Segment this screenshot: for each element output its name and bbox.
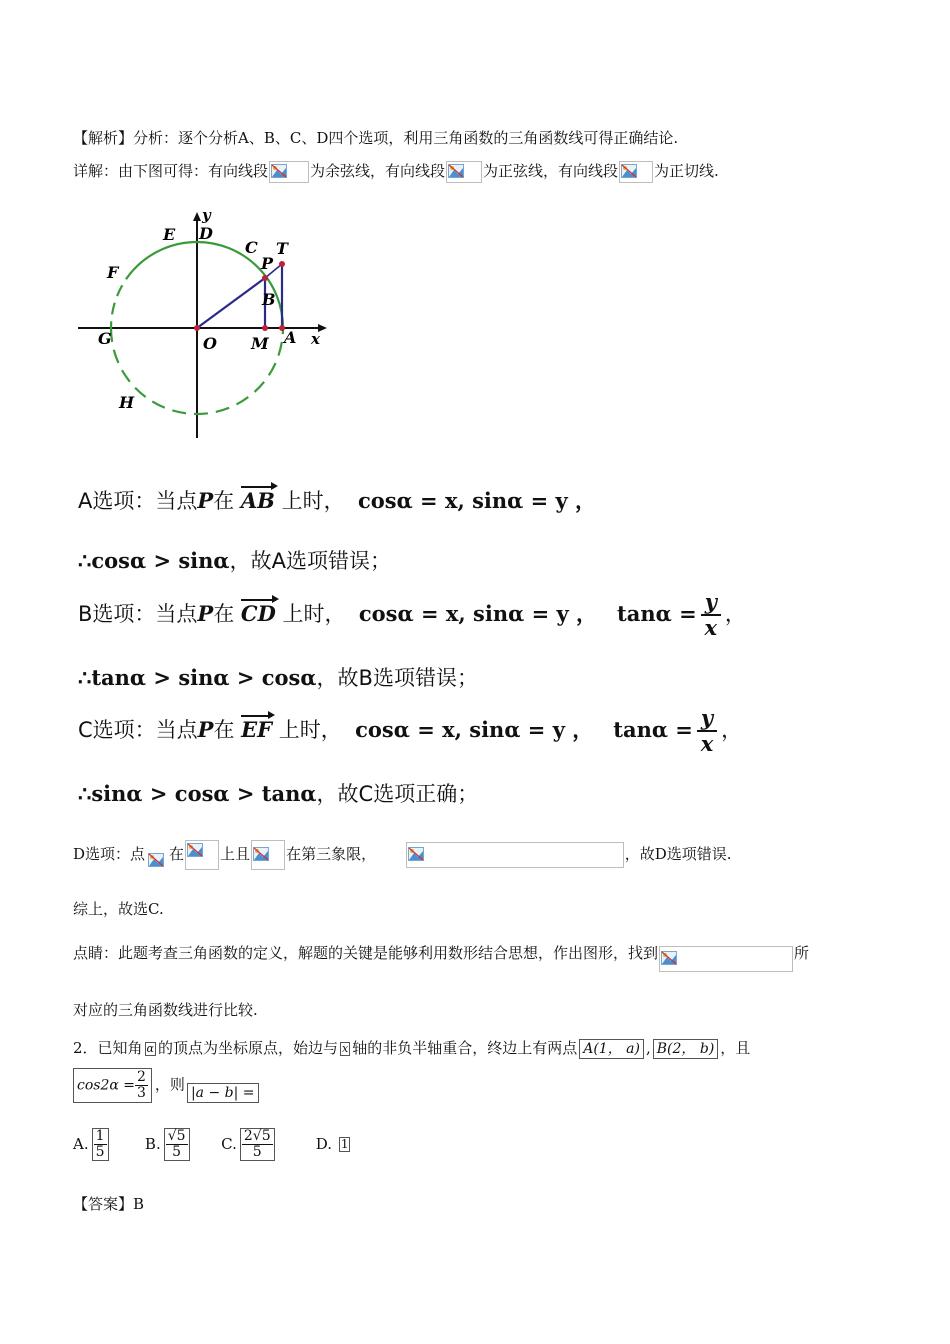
option-b-fraction [701, 590, 721, 640]
choice-a-letter: A. [73, 1134, 89, 1153]
choice-a-value [92, 1128, 109, 1161]
q2-then: ，则 [154, 1075, 185, 1094]
label-f: F [107, 263, 119, 282]
option-d-line [73, 840, 731, 870]
option-c-conclusion-text: ，故C选项正确； [316, 782, 479, 806]
choice-b-num: √5 [167, 1128, 186, 1144]
choice-b-den: 5 [172, 1144, 182, 1160]
detail-end: 为正切线. [654, 162, 719, 180]
choices-row [73, 1128, 352, 1161]
broken-image-icon [406, 842, 624, 868]
option-a-conclusion-text: ，故A选项错误； [229, 549, 391, 573]
option-c-when: 上时， [278, 718, 342, 742]
option-b-conclusion-math: ∴tanα > sinα > cosα [78, 665, 317, 690]
segment-op [197, 278, 265, 328]
option-c-prefix: C选项：当点 [78, 718, 198, 742]
label-h: H [119, 393, 135, 412]
choice-c-num: 2√5 [243, 1128, 271, 1144]
label-a: A [284, 328, 297, 347]
choice-b[interactable] [144, 1128, 193, 1160]
point-p [262, 275, 268, 281]
option-a-in: 在 [213, 489, 235, 513]
broken-image-icon [185, 840, 219, 870]
answer-line [73, 1194, 144, 1214]
choice-c-den: 5 [252, 1144, 262, 1160]
option-c-in: 在 [213, 718, 235, 742]
option-d-p5: ，故D选项错误. [624, 845, 732, 863]
option-a-conclusion [78, 545, 391, 575]
option-a-when: 上时， [281, 489, 345, 513]
option-c-conclusion [78, 778, 478, 808]
point-t [279, 261, 285, 267]
summary-line [73, 899, 164, 919]
option-b-point: P [197, 601, 214, 626]
broken-image-icon [251, 840, 285, 870]
detail-line [73, 161, 719, 183]
y-axis-arrow [193, 212, 201, 221]
option-b-conclusion-text: ，故B选项错误； [316, 666, 478, 690]
label-o: O [203, 334, 217, 353]
label-t: T [276, 239, 288, 258]
point-m [262, 325, 268, 331]
summary-text: 综上，故选C. [73, 900, 164, 918]
cos-den: 3 [137, 1085, 146, 1101]
option-d-p4: 在第三象限， [286, 845, 377, 863]
option-a-conclusion-math: ∴cosα > sinα [78, 548, 230, 573]
cos-expression-box [73, 1068, 152, 1103]
choice-b-value [164, 1128, 190, 1161]
broken-image-icon [269, 161, 309, 183]
option-d-p2: 在 [169, 845, 185, 863]
question2-line [73, 1038, 750, 1059]
question2-line-2 [73, 1068, 261, 1103]
cos-fraction [135, 1070, 148, 1101]
option-b-den: x [704, 615, 718, 640]
choice-c-letter: C. [221, 1134, 237, 1153]
option-b-in: 在 [213, 602, 235, 626]
tip-line-2 [73, 1000, 258, 1020]
option-b-tan: tanα = [617, 601, 697, 626]
choice-a-num: 1 [95, 1128, 105, 1144]
option-a-formula: cosα = x, sinα = y ， [357, 488, 597, 513]
label-g: G [98, 329, 112, 348]
q2-p4: ，且 [720, 1039, 751, 1057]
choice-a-den: 5 [95, 1144, 105, 1160]
cos-num: 2 [137, 1069, 146, 1085]
label-p: P [261, 254, 274, 273]
x-box: x [342, 1042, 349, 1055]
tip-text-2: 对应的三角函数线进行比较. [73, 1001, 258, 1019]
option-c-point: P [197, 717, 214, 742]
label-c: C [245, 238, 258, 257]
option-b-num: y [701, 590, 721, 616]
label-e: E [163, 225, 176, 244]
option-b-when: 上时， [282, 602, 346, 626]
option-b-comma: ， [724, 602, 746, 626]
detail-mid1: 为余弦线，有向线段 [310, 162, 446, 180]
option-b-formula: cosα = x, sinα = y ， [358, 601, 597, 626]
choice-b-letter: B. [144, 1134, 161, 1153]
choice-d-value: 1 [340, 1137, 349, 1151]
broken-image-icon [659, 946, 793, 972]
abs-expression-box: |a − b| = [187, 1083, 259, 1103]
q2-sep: , [645, 1039, 651, 1057]
option-b-conclusion [78, 662, 478, 692]
analysis-line [73, 128, 678, 148]
label-x: x [311, 330, 320, 348]
option-a-prefix: A选项：当点 [78, 489, 198, 513]
analysis-text: 【解析】分析：逐个分析A、B、C、D四个选项，利用三角函数的三角函数线可得正确结论. [73, 129, 679, 147]
label-b: B [262, 290, 276, 309]
option-c-formula: cosα = x, sinα = y ， [355, 717, 594, 742]
q2-p3: 轴的非负半轴重合，终边上有两点 [352, 1039, 578, 1057]
arc-ed [133, 242, 197, 270]
q2-p2: 的顶点为坐标原点，始边与 [157, 1039, 338, 1057]
detail-prefix: 详解：由下图可得：有向线段 [73, 162, 269, 180]
q2-prefix: 2．已知角 [73, 1039, 143, 1057]
option-c-comma: ， [721, 718, 743, 742]
option-c-conclusion-math: ∴sinα > cosα > tanα [78, 781, 317, 806]
choice-d-letter: D. [315, 1134, 333, 1153]
option-d-p3: 上且 [220, 845, 251, 863]
option-b-prefix: B选项：当点 [78, 602, 198, 626]
unit-circle-figure [75, 205, 340, 445]
detail-mid2: 为正弦线，有向线段 [483, 162, 619, 180]
choice-d[interactable] [316, 1135, 353, 1153]
option-c-num: y [697, 706, 717, 732]
tip-end: 所 [794, 944, 810, 962]
point-o [194, 325, 200, 331]
choice-a[interactable] [73, 1128, 112, 1160]
option-b-line [78, 590, 746, 640]
label-y: y [202, 206, 211, 224]
label-d: D [199, 224, 213, 243]
cos-expr: cos2α = [77, 1077, 135, 1094]
broken-image-icon [446, 161, 482, 183]
broken-image-icon [146, 844, 168, 866]
broken-image-icon [619, 161, 653, 183]
option-b-arc: CD [240, 601, 276, 626]
option-c-fraction [697, 706, 717, 756]
option-d-p1: D选项：点 [73, 845, 146, 863]
option-c-arc: EF [241, 717, 273, 742]
point-a-box: A(1， a) [579, 1039, 644, 1059]
choice-c[interactable] [221, 1128, 277, 1160]
point-b-box: B(2， b) [653, 1039, 719, 1059]
option-a-point: P [197, 488, 214, 513]
tip-line [73, 936, 809, 972]
choice-c-value [240, 1128, 275, 1161]
answer-text: 【答案】B [73, 1195, 145, 1213]
option-c-line [78, 706, 742, 756]
option-c-den: x [700, 731, 714, 756]
option-a-arc: AB [240, 488, 275, 513]
tip-text: 点睛：此题考查三角函数的定义，解题的关键是能够利用数形结合思想，作出图形，找到 [73, 944, 659, 962]
label-m: M [251, 334, 269, 353]
option-a-line [78, 485, 596, 515]
option-c-tan: tanα = [613, 717, 693, 742]
alpha-box: α [146, 1042, 154, 1055]
